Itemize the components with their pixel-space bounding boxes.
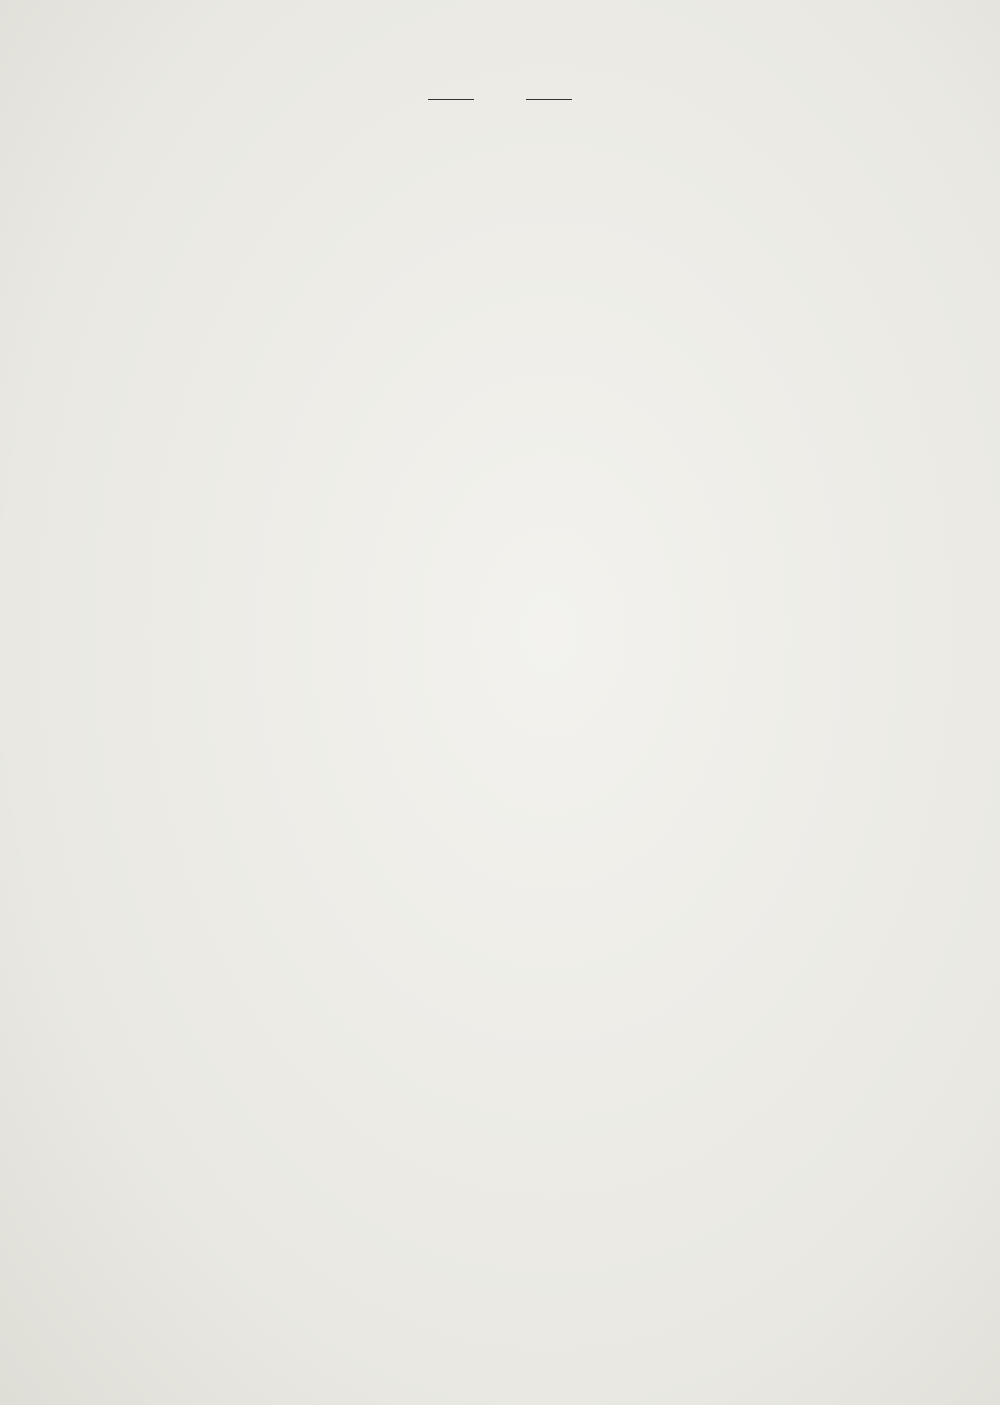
page-header [0, 86, 1000, 110]
header-rule-left [428, 99, 474, 100]
header-rule-right [526, 99, 572, 100]
